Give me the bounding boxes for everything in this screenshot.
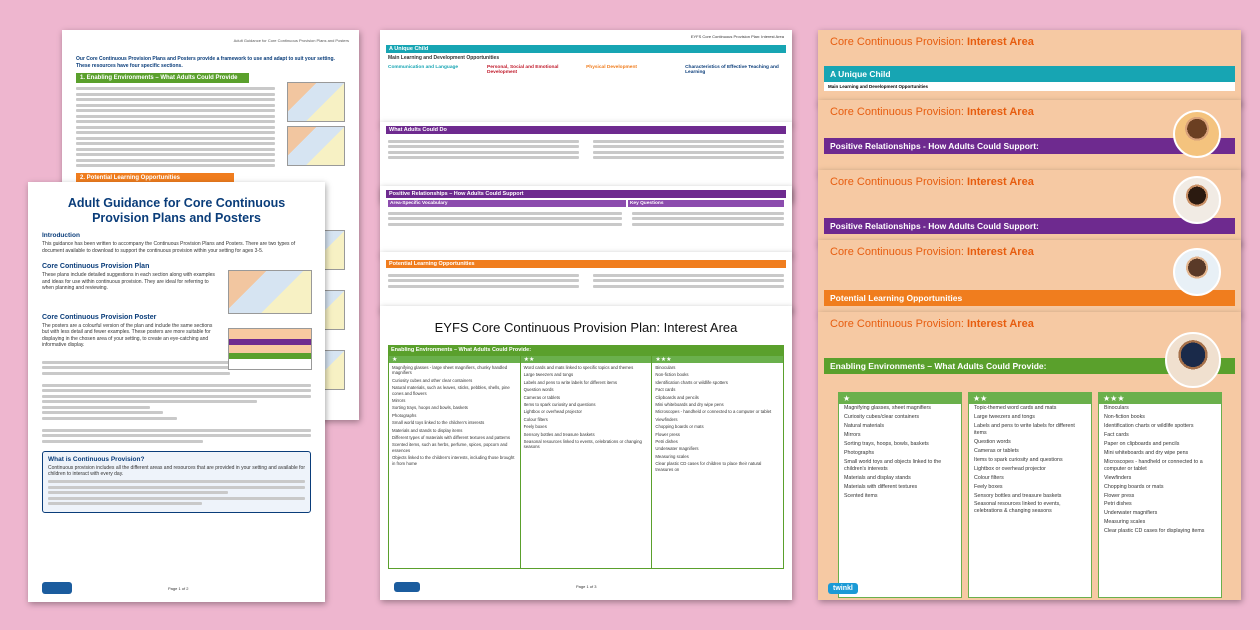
plan-col-2: ★★ Word cards and mats linked to specific topics and themes Large tweezers and tongs Labels and pens to write labels for different items Question words Cameras or tablets Items to spark curiosity and questions Lightbox or overhead projector Colour filters Feely boxes Sensory bottles and treasure baskets Seasonal resources linked to events, celebrations or changing seasons [521,356,653,568]
poster-enabling: Core Continuous Provision: Interest Area Enabling Environments – What Adults Could Provide: ★ Magnifying glasses, sheet magnifiers Curiosity cubes/clear containers Natural materials Mirrors Sorting trays, hoops, bowls, baskets Photographs Small world toys and objects linked to the children's interests Materials and display stands Materials with different textures Scented items ★★ Topic-themed word cards and mats Large tweezers and tongs Labels and pens to write labels for different items Question words Cameras or tablets Items to spark curiosity and questions Lightbox or overhead projector Colour filters Feely boxes Sensory bottles and treasure baskets Seasonal resources linked to events, celebrations & changing seasons ★★★ Binoculars Non-fiction books Identification charts or wildlife spotters Fact cards Paper on clipboards and pencils Mini whiteboards and dry wipe pens Microscopes - handheld or connected to a computer or tablet Viewfinders Chopping boards or mats Flower press Petri dishes Underwater magnifiers Measuring scales Clear plastic CD cases for displaying items twinkl [818,312,1241,600]
twinkl-logo: twinkl [828,583,858,594]
poster-list-item: Chopping boards or mats [1104,483,1164,490]
plan-list-item: Clipboards and pencils [655,394,699,400]
poster-list-item: Sensory bottles and treasure baskets [974,492,1062,499]
physical: Physical Development [586,65,637,70]
key-questions-heading: Key Questions [628,200,784,207]
pos-rel-band: Positive Relationships – How Adults Could Support [386,190,786,198]
plan-columns [388,355,784,569]
plan-page-number: Page 1 of 3 [576,583,597,589]
plan-heading: Core Continuous Provision Plan [42,263,150,270]
plan-list-item: Magnifying glasses - large sheet magnifiers, chunky handled magnifiers [392,365,508,376]
poster-list-item: Labels and pens to write labels for different items [974,423,1075,436]
poster-band-pos-rel-2: Positive Relationships - How Adults Could Support: [824,218,1235,234]
poster-list-item: Question words [974,438,1011,445]
plan-title: EYFS Core Continuous Provision Plan: Interest Area [434,320,738,335]
plan-list-item: Feely boxes [523,424,547,430]
plan-list-item: Mini whiteboards and dry wipe pens [655,402,724,408]
plan-list-item: Sorting trays, hoops and bowls, baskets [392,405,468,411]
plan-list-item: Different types of materials with different textures and patterns [392,435,511,441]
poster-title: Core Continuous Provision: Interest Area [830,36,1034,48]
poster-band-potential: Potential Learning Opportunities [824,290,1235,306]
poster-band-unique: A Unique Child [824,66,1235,82]
poster-col-2: ★★ Topic-themed word cards and mats Large tweezers and tongs Labels and pens to write labels for different items Question words Cameras or tablets Items to spark curiosity and questions Lightbox or overhead projector Colour filters Feely boxes Sensory bottles and treasure baskets Seasonal resources linked to events, celebrations & changing seasons [968,392,1092,598]
plan-list-item: Objects linked to the children's interests, including those brought in from home [392,455,515,466]
poster-list-item: Lightbox or overhead projector [974,465,1046,472]
poster-list-item: Scented items [844,492,878,499]
plan-list-item: Non-fiction books [655,372,689,378]
potential-band: Potential Learning Opportunities [386,260,786,268]
plan-list-item: Petri dishes [655,439,678,445]
plan-header: EYFS Core Continuous Provision Plan: Interest Area [690,34,784,39]
plan-list-item: Word cards and mats linked to specific topics and themes [523,365,634,370]
poster-text: The posters are a colourful version of the plan and include the same sections but with less detail and fewer examples. These posters are more suitable for displaying in the chosen area of your setting, to create an eye-catching and informative display. [42,322,213,348]
plan-page-enabling [380,306,792,600]
plan-list-item: Colour filters [523,416,548,422]
info-box-text: Continuous provision includes all the different areas and resources that are provided in your setting and available for children to interact with every day. [48,464,306,477]
vocab-heading: Area-Specific Vocabulary [388,200,626,207]
info-box [42,451,311,513]
guidance-back-intro: Our Core Continuous Provision Plans and Posters provide a framework to use and adapt to suit your setting. These resources have four specific sections. [76,56,335,69]
section-1-heading: 1. Enabling Environments – What Adults Could Provide [76,73,249,83]
poster-positive-relationships-2: Core Continuous Provision: Interest Area Positive Relationships - How Adults Could Support: [818,170,1241,245]
poster-list-item: Photographs [844,450,875,457]
plan-list-item: Clear plastic CD cases for children to place their natural treasures on [655,461,762,472]
plan-col-1: ★ Magnifying glasses - large sheet magnifiers, chunky handled magnifiers Curiosity cubes and other clear containers Natural materials, such as leaves, sticks, pebbles, shells, pine cones and flowers Mirrors Sorting trays, hoops and bowls, baskets Photographs Small world toys linked to the children's interests Materials and stands to display items Different types of materials with different textures and patterns Scented items, such as herbs, perfume, spices, popcorn and essences Objects linked to the children's interests, including those brought in from home [389,356,521,568]
child-clipboard-illustration [1173,248,1221,296]
poster-list-item: Natural materials [844,423,885,430]
plan-list-item: Photographs [392,412,417,418]
characteristics: Characteristics of Effective Teaching and Learning [685,65,779,75]
what-adults-band: What Adults Could Do [386,126,786,134]
child-reading-illustration [1173,176,1221,224]
plan-col-3: ★★★ Binoculars Non-fiction books Identification charts or wildlife spotters Fact cards Clipboards and pencils Mini whiteboards and dry wipe pens Microscopes - handheld or connected to a computer or tablet Viewfinders Chopping boards or mats Flower press Petri dishes Underwater magnifiers Measuring scales Clear plastic CD cases for children to place their natural treasures on [652,356,783,568]
info-box-heading: What is Continuous Provision? [48,455,145,463]
plan-thumbnail [287,82,345,122]
poster-band-pos-rel: Positive Relationships - How Adults Could Support: [824,138,1235,154]
intro-heading: Introduction [42,232,80,239]
plan-list-item: Measuring scales [655,453,689,459]
plan-list-item: Flower press [655,431,680,437]
poster-list-item: Small world toys and objects linked to the children's interests [844,459,942,472]
plan-preview-image [228,270,312,314]
body-text [42,361,311,443]
twinkl-logo [394,582,420,592]
poster-unique-sub: Main Learning and Development Opportunities [824,82,1235,91]
plan-list-item: Cameras or tablets [523,394,560,400]
plan-list-item: Lightbox or overhead projector [523,409,582,415]
plan-list-item: Items to spark curiosity and questions [523,402,596,408]
plan-list-item: Materials and stands to display items [392,427,463,433]
poster-list-item: Materials with different textures [844,483,918,490]
poster-col-1: ★ Magnifying glasses, sheet magnifiers Curiosity cubes/clear containers Natural materials Mirrors Sorting trays, hoops, bowls, baskets Photographs Small world toys and objects linked to the children's interests Materials and display stands Materials with different textures Scented items [838,392,962,598]
section-1-text [76,87,275,167]
plan-list-item: Viewfinders [655,416,678,422]
plan-list-item: Labels and pens to write labels for different items [523,379,617,385]
plan-page-potential [380,252,792,312]
plan-list-item: Natural materials, such as leaves, sticks, pebbles, shells, pine cones and flowers [392,385,510,396]
poster-list-item: Seasonal resources linked to events, celebrations & changing seasons [974,501,1061,515]
plan-list-item: Large tweezers and tongs [523,372,574,378]
plan-list-item: Mirrors [392,398,406,404]
child-camera-illustration [1165,332,1221,388]
poster-list-item: Microscopes - handheld or connected to a computer or tablet [1104,459,1203,472]
poster-list-item: Petri dishes [1104,501,1132,508]
poster-list-item: Mini whiteboards and dry wipe pens [1104,450,1189,457]
plan-list-item: Seasonal resources linked to events, celebrations or changing seasons [523,439,642,450]
plan-list-item: Sensory bottles and treasure baskets [523,431,595,437]
page-header: Adult Guidance for Core Continuous Provision Plans and Posters [233,38,349,43]
poster-list-item: Materials and display stands [844,474,911,481]
poster-list-item: Viewfinders [1104,474,1132,481]
plan-list-item: Microscopes - handheld or connected to a computer or tablet [655,409,772,415]
poster-heading: Core Continuous Provision Poster [42,313,157,321]
guidance-title: Adult Guidance for Core Continuous Provision Plans and Posters [67,196,286,225]
plan-list-item: Fact cards [655,387,676,393]
poster-list-item: Colour filters [974,474,1004,481]
plan-list-item: Identification charts or wildlife spotters [655,379,728,385]
section-2-heading: 2. Potential Learning Opportunities [76,173,234,183]
plan-page-positive-relationships [380,186,792,256]
poster-band-enabling: Enabling Environments – What Adults Could Provide: [824,358,1235,374]
guidance-page-1 [28,182,325,602]
poster-list-item: Measuring scales [1104,519,1146,526]
poster-list-item: Cameras or tablets [974,447,1019,454]
poster-list-item: Underwater magnifiers [1104,510,1158,517]
poster-list-item: Mirrors [844,432,861,439]
poster-positive-relationships-1: Core Continuous Provision: Interest Area Positive Relationships - How Adults Could Support: [818,100,1241,175]
plan-list-item: Small world toys linked to the children's interests [392,420,485,426]
poster-col-3: ★★★ Binoculars Non-fiction books Identification charts or wildlife spotters Fact cards Paper on clipboards and pencils Mini whiteboards and dry wipe pens Microscopes - handheld or connected to a computer or tablet Viewfinders Chopping boards or mats Flower press Petri dishes Underwater magnifiers Measuring scales Clear plastic CD cases for displaying items [1098,392,1222,598]
poster-list-item: Topic-themed word cards and mats [974,405,1057,412]
poster-list-item: Magnifying glasses, sheet magnifiers [844,405,931,412]
area-headers [388,65,784,75]
poster-thumbnail [287,126,345,166]
poster-list-item: Sorting trays, hoops, bowls, baskets [844,441,929,448]
page-number: Page 1 of 2 [168,585,189,591]
poster-list-item: Fact cards [1104,432,1129,439]
plan-text: These plans include detailed suggestions in each section along with examples and ideas for use within continuous provision. They are ideal for referring to when planning and reviewing. [42,272,215,291]
plan-list-item: Chopping boards or mats [655,424,704,430]
unique-child-sub: Main Learning and Development Opportunities [388,54,500,61]
poster-list-item: Paper on clipboards and pencils [1104,441,1180,448]
poster-list-item: Binoculars [1104,405,1129,412]
poster-list-item: Curiosity cubes/clear containers [844,414,920,421]
intro-text: This guidance has been written to accompany the Continuous Provision Plans and Posters. There are two types of document available to download to support the continuous provision within your setting for ages 3-5. [42,241,296,254]
plan-list-item: Curiosity cubes and other clear containers [392,377,473,383]
plan-list-item: Underwater magnifiers [655,446,699,452]
poster-preview-image [228,328,312,370]
plan-page-unique-child [380,30,792,125]
poster-potential: Core Continuous Provision: Interest Area Potential Learning Opportunities [818,240,1241,315]
twinkl-logo [42,582,72,594]
plan-list-item: Scented items, such as herbs, perfume, spices, popcorn and essences [392,442,508,453]
psed: Personal, Social and Emotional Development [487,65,559,75]
enabling-band: Enabling Environments – What Adults Could Provide: [388,345,784,355]
poster-unique-child [818,30,1241,105]
plan-list-item: Binoculars [655,365,676,370]
poster-list-item: Large tweezers and tongs [974,414,1035,421]
plan-list-item: Question words [523,387,554,393]
poster-list-item: Flower press [1104,492,1135,499]
poster-list-item: Clear plastic CD cases for displaying items [1104,528,1205,535]
poster-list-item: Non-fiction books [1104,414,1145,421]
poster-list-item: Identification charts or wildlife spotters [1104,423,1194,430]
child-magnifier-illustration [1173,110,1221,158]
comm-lang: Communication and Language [388,65,459,70]
poster-list-item: Items to spark curiosity and questions [974,456,1063,463]
unique-child-band: A Unique Child [386,45,786,53]
poster-list-item: Feely boxes [974,483,1003,490]
